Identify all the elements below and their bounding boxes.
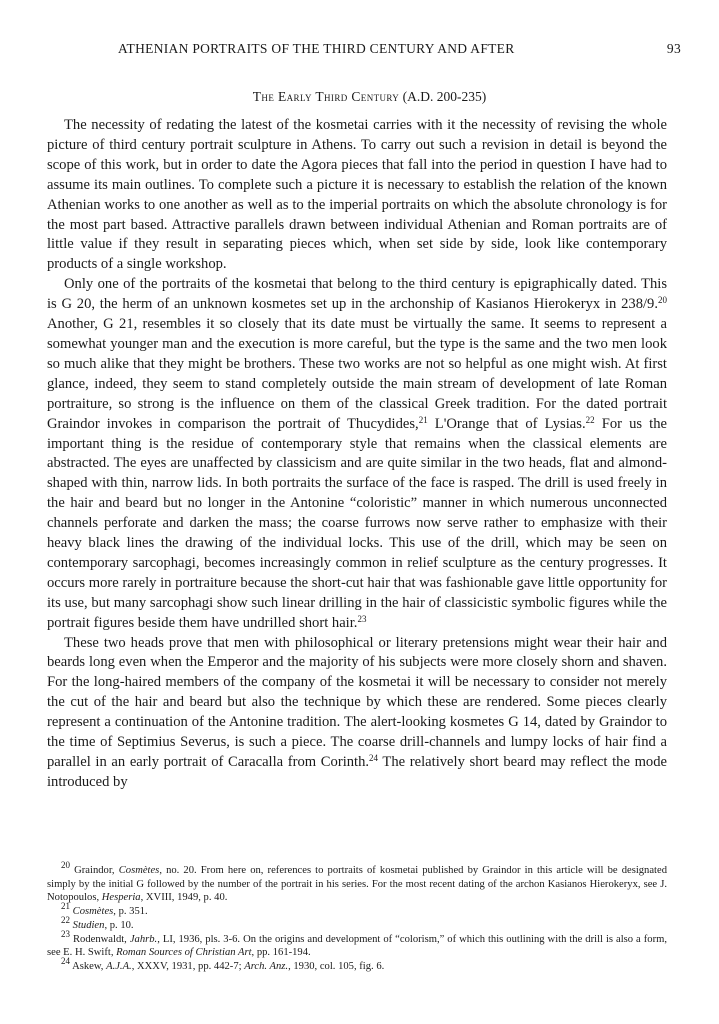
footnote-24 xyxy=(47,955,667,974)
footnote-italic-text: Arch. Anz. xyxy=(244,960,289,972)
section-title xyxy=(0,89,719,105)
footnote-italic-text: Jahrb. xyxy=(129,933,158,945)
paragraph-2-text: For us the important thing is the residue of contemporary style that remains when the classical elements are abstracted. The eyes are unaffected by classicism and are quite similar in the two heads, flat and almond-shaped with thin, narrow lids. In both portraits the surface of the face is rasped. The drill is used freely in the hair and beard but no longer in the Antonine “coloristic” manner in which numerous unconnected channels perforate and darken the mass; the coarse furrows now serve rather to emphasize with their heavy black lines the drawing of the individual locks. This use of the drill, which may be seen on contemporary sarcophagi, becomes increasingly common in relief sculpture as the century progresses. It occurs more rarely in portraiture because the short-cut hair that was fashionable gave little opportunity for its use, but many sarcophagi show such linear drilling in the hair of classicistic symbolic figures while the portrait figures beside them have undrilled short hair. xyxy=(47,415,667,631)
footnote-text: , p. 351. xyxy=(113,906,148,918)
footnote-italic-text: A.J.A. xyxy=(106,960,132,972)
paragraph-1: The necessity of redating the latest of the kosmetai carries with it the necessity of revising the whole picture of third century portrait sculpture in Athens. To carry out such a revision in detail is beyond the scope of this work, but in order to date the Agora pieces that fall into the period in question I have had to assume its main outlines. To complete such a picture it is necessary to establish the relation of the known Athenian works to one another as well as to the imperial portraits on which the absolute chronology is for the most part based. Attractive parallels drawn between individual Athenian and Roman portraits are of little value if they result in separating pieces which, when set side by side, look like contemporary products of a single workshop. xyxy=(47,117,667,273)
paragraph-3-text: The relatively short beard may reflect the mode introduced by xyxy=(47,754,667,790)
footnote-text: Askew, xyxy=(70,960,107,972)
paragraph-2-text: Another, G 21, resembles it so closely that its date must be virtually the same. It seems to represent a somewhat younger man and the execution is more careful, but the type is the same and the two men look so much alike that they might be brothers. These two works are not so helpful as one might wish. At first glance, indeed, they seem to stand completely outside the main stream of development of late Roman portraiture, so strong is the influence on them of the classical Greek tradition. For the dated portrait Graindor invokes in comparison the portrait of Thucydides, xyxy=(47,316,667,432)
page-number: 93 xyxy=(666,41,681,56)
footnote-ref-23[interactable]: 23 xyxy=(357,613,367,624)
footnote-21 xyxy=(47,901,667,919)
footnote-italic-text: Roman Sources of Christian Art xyxy=(116,947,252,959)
footnote-23 xyxy=(47,928,667,960)
footnote-number: 21 xyxy=(61,901,70,912)
footnote-text: , pp. 161-194. xyxy=(251,947,311,959)
footnote-text: , p. 10. xyxy=(104,919,134,931)
footnote-italic-text: Cosmètes xyxy=(72,906,114,918)
paragraph-2 xyxy=(47,275,667,633)
footnote-text: , XXXV, 1931, pp. 442-7; xyxy=(131,960,245,972)
footnote-italic-text: Studien xyxy=(72,919,105,931)
footnote-text: , 1930, col. 105, fig. 6. xyxy=(288,960,385,972)
footnote-text: , LI, 1936, pls. 3-6. On the origins and development of “colorism,” of which this outlining with the drill is also a form, see E. H. Swift, xyxy=(47,933,667,959)
footnote-number: 22 xyxy=(61,914,70,925)
running-title: ATHENIAN PORTRAITS OF THE THIRD CENTURY AND AFTER xyxy=(118,41,515,56)
footnote-italic-text: Hesperia xyxy=(101,892,141,904)
paragraph-2-text: Only one of the portraits of the kosmetai that belong to the third century is epigraphically dated. This is G 20, the herm of an unknown kosmetes set up in the archonship of Kasianos Hierokeryx in 238/9. xyxy=(47,276,667,313)
footnote-22 xyxy=(47,914,667,933)
section-title-text: The Early Third Century xyxy=(252,89,400,104)
body-text xyxy=(47,116,667,793)
paragraph-2-text: L'Orange that of Lysias. xyxy=(427,415,586,432)
paragraph-3-text: These two heads prove that men with philosophical or literary pretensions might wear their hair and beards long even when the Emperor and the majority of his subjects were more closely shorn and shaven. For the long-haired members of the company of the kosmetai it will be necessary to consider not merely the cut of the hair and beard but also the technique by which these are rendered. Some pieces clearly represent a continuation of the Antonine tradition. The alert-looking kosmetes G 14, dated by Graindor to the time of Septimius Severus, is such a piece. The coarse drill-channels and lumpy locks of hair find a parallel in an early portrait of Caracalla from Corinth. xyxy=(47,634,667,770)
footnote-ref-22[interactable]: 22 xyxy=(585,414,595,425)
footnote-ref-24[interactable]: 24 xyxy=(369,753,379,763)
footnote-text: Graindor, xyxy=(70,865,119,876)
footnotes xyxy=(47,860,667,974)
paragraph-3 xyxy=(47,634,667,793)
footnote-text: Rodenwaldt, xyxy=(70,933,130,945)
footnote-number: 20 xyxy=(61,860,70,870)
footnote-ref-20[interactable]: 20 xyxy=(658,295,667,306)
footnote-italic-text: Cosmètes xyxy=(118,865,160,876)
footnote-number: 24 xyxy=(61,955,70,966)
footnote-text: , XVIII, 1949, p. 40. xyxy=(140,892,228,904)
footnote-20 xyxy=(47,860,667,905)
footnote-text: , no. 20. From here on, references to portraits of kosmetai published by Graindor in this article will be designated simply by the initial G followed by the number of the portrait in his series. For the most recent dating of the archon Kasianos Hierokeryx, see J. Notopoulos, xyxy=(47,865,667,904)
footnote-number: 23 xyxy=(61,928,70,939)
footnote-ref-21[interactable]: 21 xyxy=(418,414,428,425)
section-title-dates: (A.D. 200-235) xyxy=(402,89,487,104)
